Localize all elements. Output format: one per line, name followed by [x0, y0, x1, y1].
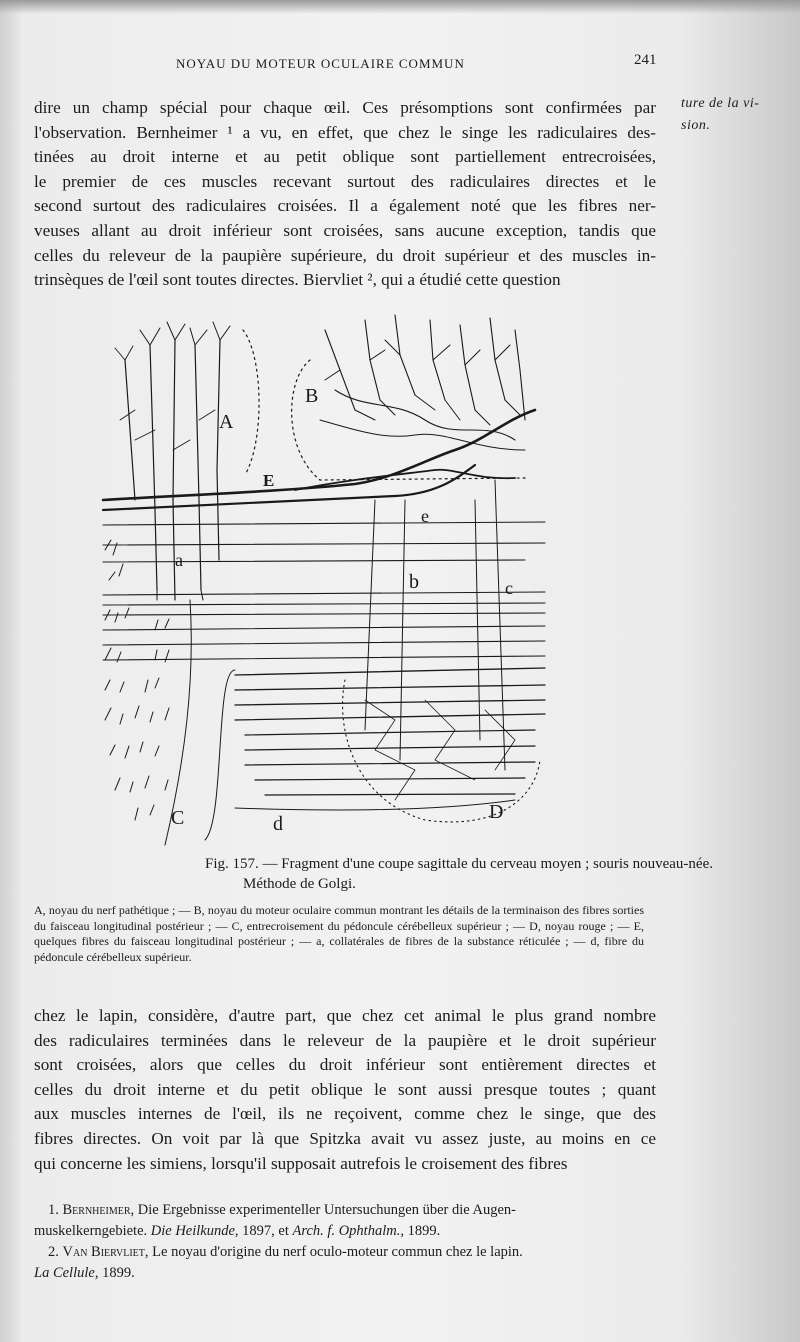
- footnote-author: Van Biervliet,: [62, 1244, 149, 1260]
- footnote-journal: Die Heilkunde,: [150, 1223, 239, 1239]
- text-line: second surtout des radiculaires croisées. Il a également noté que les fibres ner-: [34, 196, 656, 216]
- scan-edge-shadow: [0, 0, 800, 14]
- footnote-journal: La Cellule,: [34, 1265, 99, 1281]
- text-line: trinsèques de l'œil sont toutes directes. Biervliet ², qui a étudié cette question: [34, 270, 561, 290]
- neuron-drawing: [95, 300, 557, 848]
- footnote-number: 1.: [48, 1202, 59, 1218]
- label-a: a: [175, 550, 183, 570]
- text-line: chez le lapin, considère, d'autre part, que chez cet animal le plus grand nombre: [34, 1006, 656, 1025]
- text-line: fibres directes. On voit par là que Spitzka avait vu assez juste, au moins en ce: [34, 1128, 656, 1148]
- label-D: D: [489, 801, 504, 823]
- text-line: aux muscles internes de l'œil, ils ne reçoivent, comme chez le singe, que des: [34, 1104, 656, 1124]
- golgi-figure: [95, 300, 557, 848]
- text-line: sont croisées, alors que celles du droit inférieur sont entièrement directes et: [34, 1055, 656, 1075]
- text-line: dire un champ spécial pour chaque œil. Ces présomptions sont confirmées par: [34, 98, 656, 117]
- running-title: NOYAU DU MOTEUR OCULAIRE COMMUN: [176, 56, 465, 71]
- label-E: E: [263, 471, 275, 490]
- footnote-text: muskelkerngebiete.: [34, 1223, 151, 1239]
- footnote-text: 1899.: [403, 1223, 441, 1239]
- margin-note-line: ture de la vi-: [681, 96, 760, 111]
- footnote: [34, 1242, 644, 1263]
- footnotes: [34, 1200, 644, 1284]
- figure-caption-line: Fig. 157. — Fragment d'une coupe sagittale du cerveau moyen ; souris nouveau-née.: [205, 856, 713, 872]
- body-paragraph: [34, 96, 656, 293]
- label-e: e: [421, 506, 429, 526]
- margin-note-line: sion.: [681, 118, 711, 133]
- label-B: B: [305, 385, 319, 407]
- footnote-author: Bernheimer,: [62, 1202, 135, 1218]
- label-c: c: [505, 578, 513, 598]
- label-b: b: [409, 571, 419, 593]
- text-line: le premier de ces muscles recevant surtout des radiculaires directes et le: [34, 171, 656, 191]
- label-d: d: [273, 813, 283, 835]
- label-A: A: [219, 411, 234, 433]
- footnote-continuation: [34, 1221, 644, 1242]
- text-line: tinées au droit interne et au petit oblique sont partiellement entrecroisées,: [34, 147, 656, 167]
- page-number: 241: [634, 52, 657, 68]
- footnote-continuation: [34, 1263, 644, 1284]
- margin-note: [681, 93, 791, 137]
- footnote: [34, 1200, 644, 1221]
- text-line: celles du droit interne et du petit oblique le sont aussi presque toutes ; quant: [34, 1079, 656, 1099]
- footnote-text: Die Ergebnisse experimenteller Untersuchungen über die Augen-: [134, 1202, 516, 1218]
- label-C: C: [171, 807, 185, 829]
- footnote-text: 1897, et: [238, 1223, 293, 1239]
- text-line: veuses allant au droit inférieur sont croisées, sans aucune exception, tandis que: [34, 220, 656, 240]
- figure-caption-line: Méthode de Golgi.: [243, 876, 356, 892]
- text-line: qui concerne les simiens, lorsqu'il supposait autrefois le croisement des fibres: [34, 1153, 568, 1173]
- text-line: l'observation. Bernheimer ¹ a vu, en effet, que chez le singe les radiculaires des-: [34, 122, 656, 142]
- text-line: celles du releveur de la paupière supérieure, du droit supérieur et des muscles in-: [34, 245, 656, 265]
- figure-legend: A, noyau du nerf pathétique ; — B, noyau du moteur oculaire commun montrant les détails de la terminaison des fibres sorties du faisceau longitudinal postérieur ; — C, entrecroisement du pédoncule cérébelleux supérieur ; — D, noyau rouge ; — E, quelques fibres du faisceau longitudinal postérieur ; — a, collatérales de fibres de la substance réticulée ; — d, fibre du pédoncule cérébelleux supérieur.: [34, 903, 644, 964]
- footnote-text: 1899.: [98, 1265, 135, 1281]
- footnote-text: Le noyau d'origine du nerf oculo-moteur commun chez le lapin.: [148, 1244, 523, 1260]
- body-paragraph: [34, 1004, 656, 1176]
- footnote-journal: Arch. f. Ophthalm.,: [292, 1223, 404, 1239]
- footnote-number: 2.: [48, 1244, 59, 1260]
- text-line: des radiculaires terminées dans le releveur de la paupière et le droit supérieur: [34, 1030, 656, 1050]
